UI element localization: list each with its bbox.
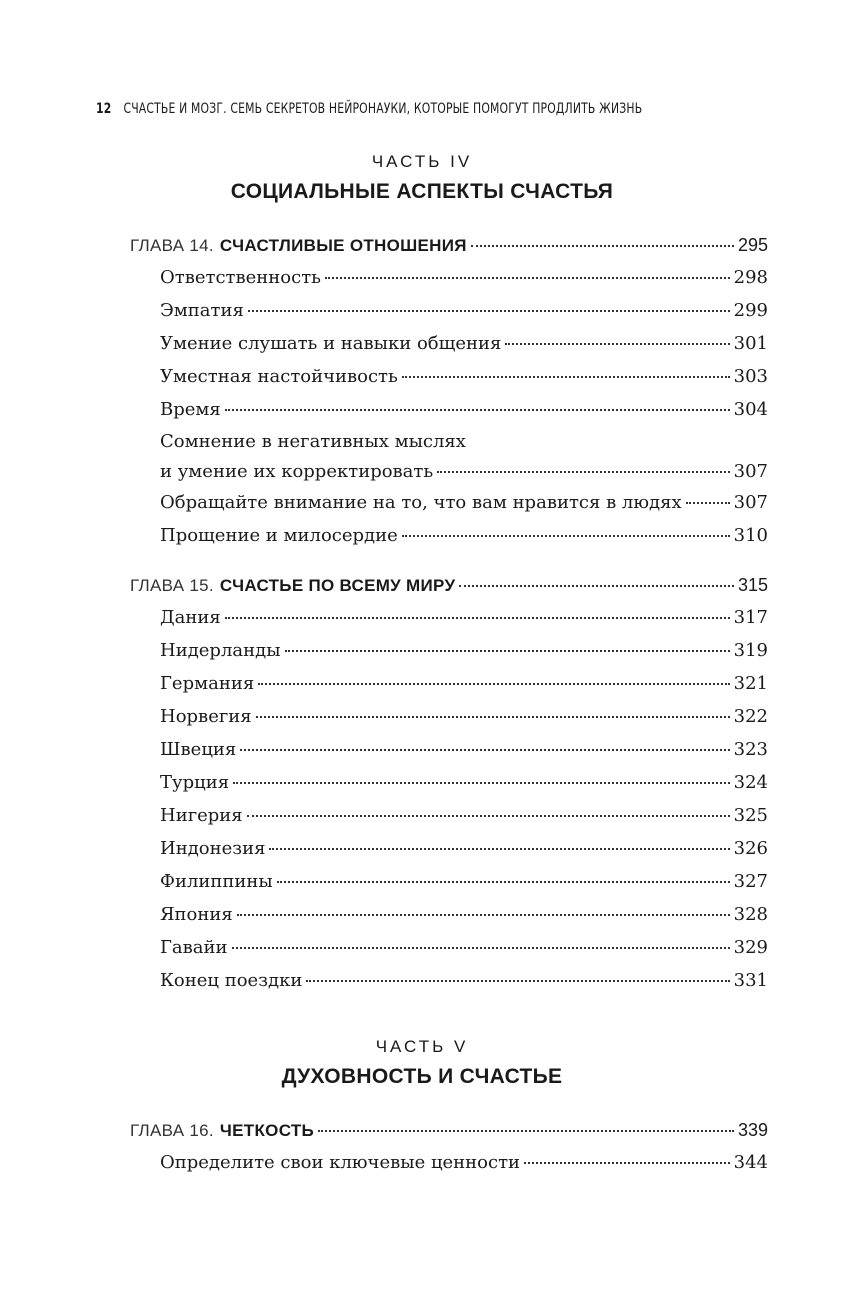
page-ref: 319 bbox=[733, 640, 768, 661]
dot-leader bbox=[318, 1130, 734, 1132]
page-ref: 344 bbox=[733, 1152, 768, 1173]
dot-leader bbox=[437, 471, 729, 473]
entry-title: Конец поездки bbox=[160, 970, 303, 991]
entry-title: Германия bbox=[160, 673, 255, 694]
toc-entry[interactable] bbox=[160, 329, 768, 359]
page-ref: 331 bbox=[733, 970, 768, 991]
dot-leader bbox=[402, 535, 730, 537]
entry-title: Гавайи bbox=[160, 937, 228, 958]
dot-leader bbox=[269, 848, 729, 850]
dot-leader bbox=[471, 245, 734, 247]
toc-entry[interactable] bbox=[160, 296, 768, 326]
toc-entry[interactable] bbox=[160, 966, 768, 996]
page-ref: 323 bbox=[733, 739, 768, 760]
dot-leader bbox=[285, 650, 730, 652]
toc-entry[interactable] bbox=[160, 735, 768, 765]
part-v-label: ЧАСТЬ V bbox=[375, 1037, 469, 1056]
chapter-title: СЧАСТЬЕ ПО ВСЕМУ МИРУ bbox=[219, 576, 456, 595]
toc-entry[interactable] bbox=[160, 669, 768, 699]
entry-title: Определите свои ключевые ценности bbox=[160, 1152, 521, 1173]
page-ref: 315 bbox=[737, 575, 768, 595]
page-ref: 328 bbox=[733, 904, 768, 925]
toc-entry[interactable] bbox=[160, 867, 768, 897]
toc-entry[interactable] bbox=[160, 362, 768, 392]
dot-leader bbox=[459, 585, 734, 587]
chapter-label: ГЛАВА 14. bbox=[130, 236, 214, 255]
page-ref: 299 bbox=[733, 300, 768, 321]
toc-entry[interactable] bbox=[160, 395, 768, 425]
page-ref: 339 bbox=[737, 1120, 768, 1140]
part-iv-label: ЧАСТЬ IV bbox=[371, 152, 473, 171]
toc-entry[interactable] bbox=[160, 521, 768, 551]
page-ref: 322 bbox=[733, 706, 768, 727]
toc-entry[interactable] bbox=[160, 603, 768, 633]
page-ref: 303 bbox=[733, 366, 768, 387]
dot-leader bbox=[325, 277, 730, 279]
dot-leader bbox=[306, 980, 729, 982]
toc-chapter-15[interactable] bbox=[130, 570, 768, 601]
page-ref: 321 bbox=[733, 673, 768, 694]
dot-leader bbox=[505, 343, 729, 345]
toc-entry[interactable] bbox=[160, 768, 768, 798]
page-ref: 301 bbox=[733, 333, 768, 354]
dot-leader bbox=[256, 716, 730, 718]
page-ref: 317 bbox=[733, 607, 768, 628]
chapter-title: СЧАСТЛИВЫЕ ОТНОШЕНИЯ bbox=[219, 236, 467, 255]
page-ref: 329 bbox=[733, 937, 768, 958]
dot-leader bbox=[248, 310, 730, 312]
dot-leader bbox=[686, 502, 730, 504]
entry-title: Япония bbox=[160, 904, 233, 925]
toc-entry[interactable] bbox=[160, 933, 768, 963]
toc-entry[interactable] bbox=[160, 636, 768, 666]
part-v-title: ДУХОВНОСТЬ И СЧАСТЬЕ bbox=[281, 1065, 563, 1088]
page-ref: 307 bbox=[733, 461, 768, 482]
dot-leader bbox=[402, 376, 730, 378]
dot-leader bbox=[225, 617, 730, 619]
chapter-title: ЧЕТКОСТЬ bbox=[219, 1121, 315, 1140]
toc-entry[interactable] bbox=[160, 900, 768, 930]
entry-title: Турция bbox=[160, 772, 230, 793]
dot-leader bbox=[237, 914, 730, 916]
toc-entry[interactable] bbox=[160, 488, 768, 518]
entry-title-line2: и умение их корректировать bbox=[160, 461, 434, 482]
entry-title: Время bbox=[160, 399, 221, 420]
page-ref: 298 bbox=[733, 267, 768, 288]
entry-title: Уместная настойчивость bbox=[160, 366, 398, 387]
entry-title: Швеция bbox=[160, 739, 237, 760]
entry-title: Индонезия bbox=[160, 838, 266, 859]
dot-leader bbox=[258, 683, 729, 685]
dot-leader bbox=[225, 409, 730, 411]
entry-title: Нигерия bbox=[160, 805, 243, 826]
toc-entry[interactable] bbox=[160, 801, 768, 831]
entry-title: Эмпатия bbox=[160, 300, 244, 321]
toc-entry[interactable] bbox=[160, 263, 768, 293]
book-title: СЧАСТЬЕ И МОЗГ. СЕМЬ СЕКРЕТОВ НЕЙРОНАУКИ, КОТОРЫЕ ПОМОГУТ ПРОДЛИТЬ ЖИЗНЬ bbox=[123, 101, 643, 117]
page-ref: 295 bbox=[737, 235, 768, 255]
toc-entry[interactable] bbox=[160, 702, 768, 732]
chapter-label: ГЛАВА 16. bbox=[130, 1121, 214, 1140]
entry-title: Филиппины bbox=[160, 871, 273, 892]
entry-title: Умение слушать и навыки общения bbox=[160, 333, 502, 354]
page-ref: 310 bbox=[733, 525, 768, 546]
entry-title: Норвегия bbox=[160, 706, 252, 727]
part-iv-title: СОЦИАЛЬНЫЕ АСПЕКТЫ СЧАСТЬЯ bbox=[230, 180, 614, 203]
page-ref: 325 bbox=[733, 805, 768, 826]
running-head bbox=[96, 101, 664, 117]
entry-title: Обращайте внимание на то, что вам нравится в людях bbox=[160, 492, 682, 513]
dot-leader bbox=[277, 881, 730, 883]
entry-title: Прощение и милосердие bbox=[160, 525, 398, 546]
entry-title-line1: Сомнение в негативных мыслях bbox=[160, 431, 466, 452]
page-ref: 304 bbox=[733, 399, 768, 420]
dot-leader bbox=[233, 782, 730, 784]
page-ref: 307 bbox=[733, 492, 768, 513]
dot-leader bbox=[524, 1162, 730, 1164]
entry-title: Дания bbox=[160, 607, 221, 628]
chapter-label: ГЛАВА 15. bbox=[130, 576, 214, 595]
toc-entry[interactable] bbox=[160, 834, 768, 864]
entry-title: Ответственность bbox=[160, 267, 321, 288]
page-number: 12 bbox=[96, 101, 112, 117]
dot-leader bbox=[247, 815, 730, 817]
toc-chapter-14[interactable] bbox=[130, 230, 768, 261]
page-ref: 327 bbox=[733, 871, 768, 892]
page-ref: 326 bbox=[733, 838, 768, 859]
toc-entry-multiline[interactable] bbox=[160, 427, 768, 487]
page-ref: 324 bbox=[733, 772, 768, 793]
toc-entry[interactable] bbox=[160, 1148, 768, 1178]
toc-chapter-16[interactable] bbox=[130, 1115, 768, 1146]
dot-leader bbox=[232, 947, 730, 949]
dot-leader bbox=[240, 749, 729, 751]
entry-title: Нидерланды bbox=[160, 640, 281, 661]
